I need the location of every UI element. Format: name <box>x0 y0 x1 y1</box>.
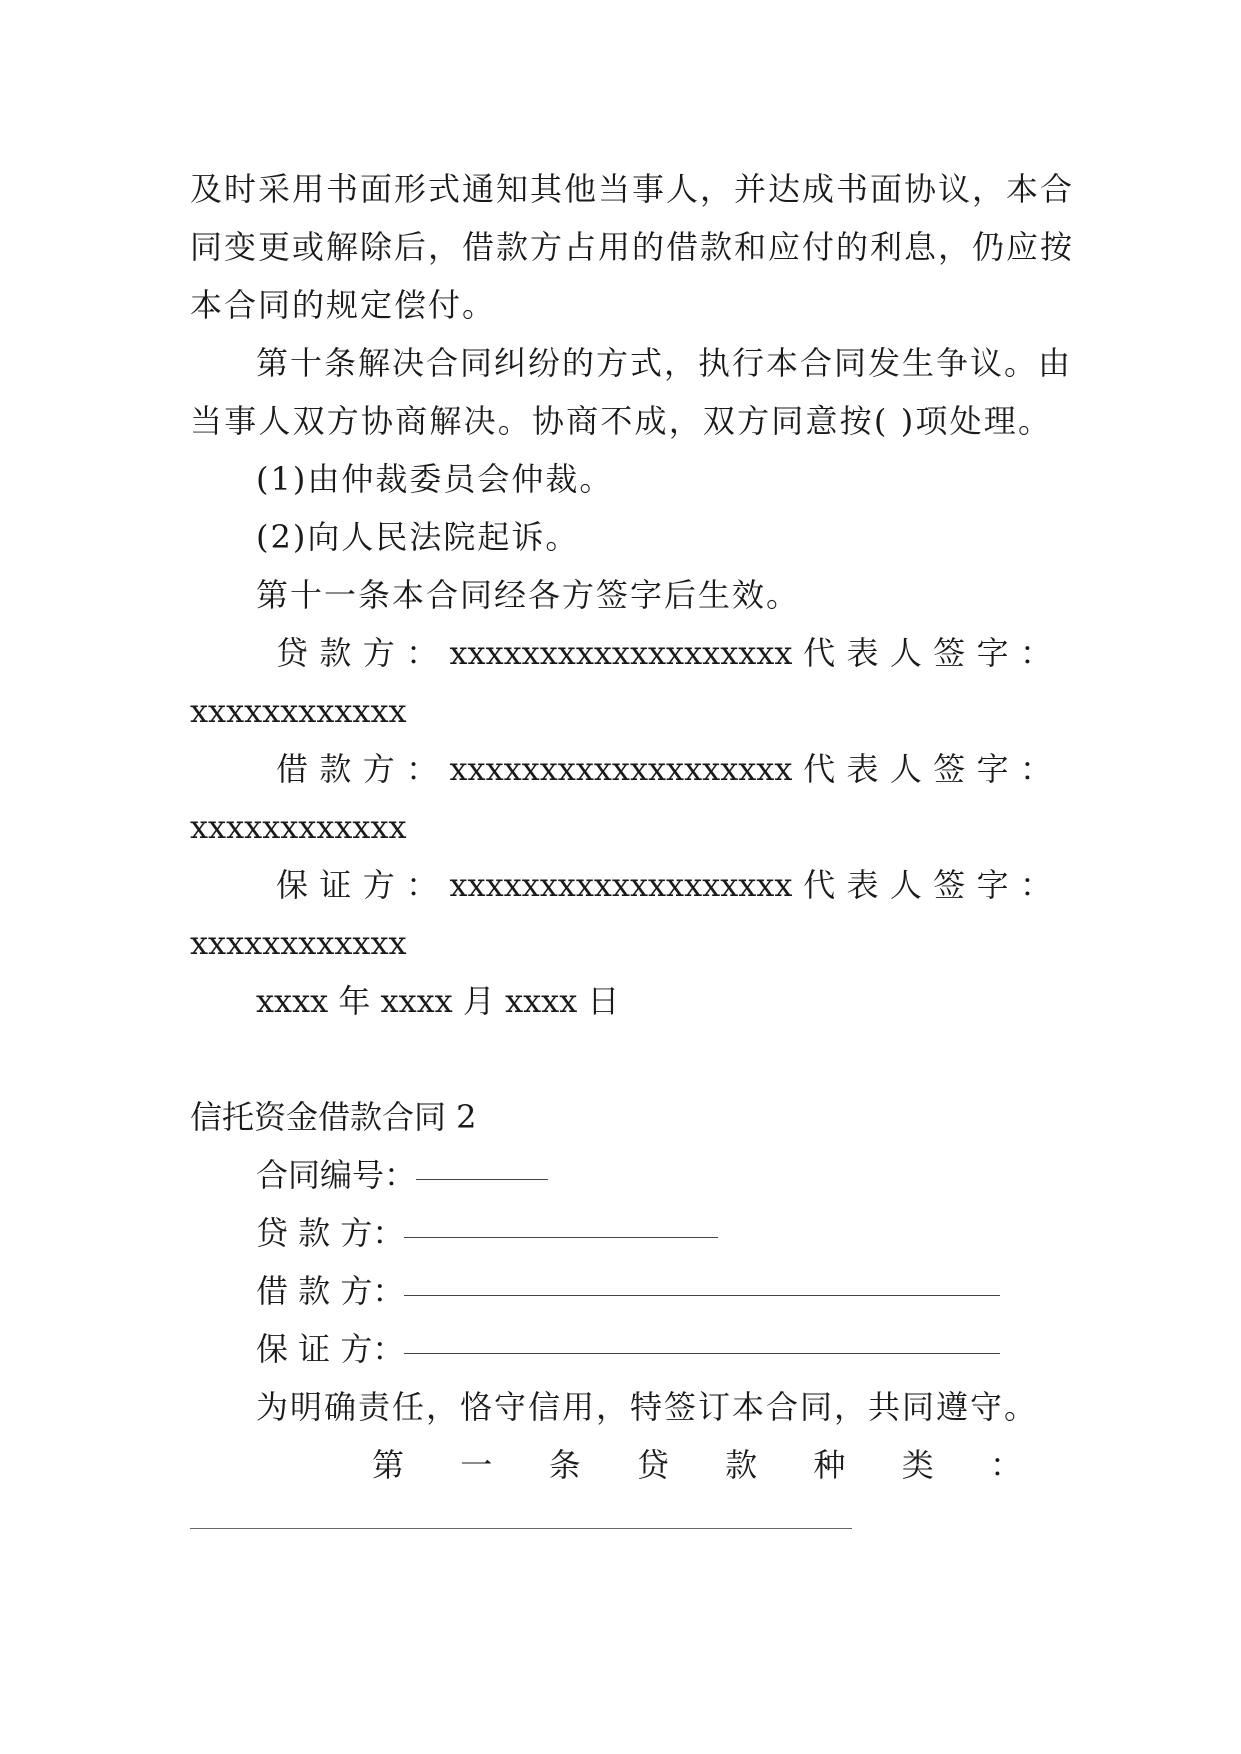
heading-char: 贷 <box>636 1446 669 1484</box>
blank-line <box>190 1528 852 1529</box>
field-guarantor <box>256 1320 1052 1378</box>
option-arbitration: (1)由仲裁委员会仲裁。 <box>256 460 614 498</box>
heading-char: ： <box>989 1446 1022 1484</box>
blank-line <box>404 1261 1000 1296</box>
signature-borrower <box>276 740 1052 798</box>
paragraph-line: 及时采用书面形式通知其他当事人，并达成书面协议，本合 <box>190 170 1075 208</box>
field-label: 保 证 方： <box>256 1330 405 1368</box>
blank-line <box>404 1319 1000 1354</box>
heading-char: 一 <box>460 1446 493 1484</box>
party-label: 保 证 方 ： <box>276 866 439 904</box>
blank-line <box>416 1145 548 1180</box>
party-name: xxxxxxxxxxxxxxxxxxx <box>449 750 793 788</box>
heading-char: 条 <box>548 1446 581 1484</box>
field-label: 借 款 方： <box>256 1272 405 1310</box>
party-label: 贷 款 方 ： <box>276 634 439 672</box>
rep-label: 代 表 人 签 字 ： <box>803 750 1052 788</box>
heading-char: 种 <box>813 1446 846 1484</box>
field-borrower <box>256 1262 1052 1320</box>
contract-2-title: 信托资金借款合同 2 <box>190 1098 477 1136</box>
article-10-line: 当事人双方协商解决。协商不成，双方同意按( )项处理。 <box>190 402 1052 440</box>
rep-label: 代 表 人 签 字 ： <box>803 866 1052 904</box>
article-1-heading <box>372 1436 1022 1494</box>
field-label: 合同编号： <box>256 1156 417 1194</box>
rep-label: 代 表 人 签 字 ： <box>803 634 1052 672</box>
contract-2-intro: 为明确责任，恪守信用，特签订本合同，共同遵守。 <box>256 1388 1039 1426</box>
rep-value: xxxxxxxxxxxx <box>190 924 407 962</box>
rep-value: xxxxxxxxxxxx <box>190 692 407 730</box>
field-lender <box>256 1204 1052 1262</box>
article-11: 第十一条本合同经各方签字后生效。 <box>256 576 801 614</box>
signature-guarantor <box>276 856 1052 914</box>
party-label: 借 款 方 ： <box>276 750 439 788</box>
heading-char: 类 <box>901 1446 934 1484</box>
rep-value: xxxxxxxxxxxx <box>190 808 407 846</box>
blank-line <box>404 1203 718 1238</box>
heading-char: 第 <box>372 1446 405 1484</box>
option-court: (2)向人民法院起诉。 <box>256 518 580 556</box>
paragraph-line: 本合同的规定偿付。 <box>190 286 497 324</box>
article-10-line: 第十条解决合同纠纷的方式，执行本合同发生争议。由 <box>256 344 1073 382</box>
signature-lender <box>276 624 1052 682</box>
date-line: xxxx 年 xxxx 月 xxxx 日 <box>256 982 620 1020</box>
field-label: 贷 款 方： <box>256 1214 405 1252</box>
paragraph-line: 同变更或解除后，借款方占用的借款和应付的利息，仍应按 <box>190 228 1075 266</box>
party-name: xxxxxxxxxxxxxxxxxxx <box>449 634 793 672</box>
heading-char: 款 <box>725 1446 758 1484</box>
party-name: xxxxxxxxxxxxxxxxxxx <box>449 866 793 904</box>
field-contract-number <box>256 1146 1052 1204</box>
